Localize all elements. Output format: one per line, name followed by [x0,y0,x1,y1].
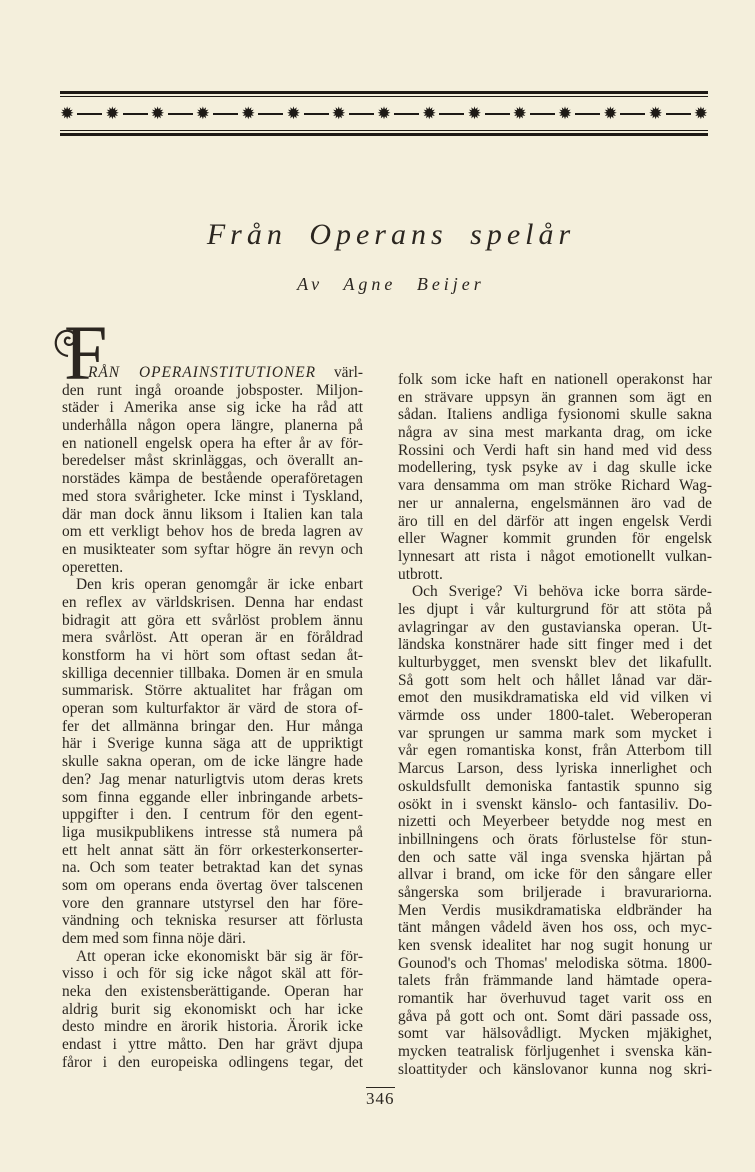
text-line: folk som icke haft en nationell operakonst har [398,371,712,388]
star-icon: ✹ [60,103,75,124]
text-line: äro till en del därför att ingen engelsk Verdi [398,512,712,530]
text-line: sloattityder och känslovanor kunna nog skri- [398,1060,712,1078]
dash-separator [666,113,691,115]
text-line: desto mindre en ärorik historia. Ärorik icke [62,1018,363,1036]
text-line: skilliga decennier tillbaka. Domen är en smula [62,664,363,682]
star-icon: ✹ [376,103,392,124]
text-line: somt var hälsovådligt. Mycken mjäkighet, [398,1025,712,1043]
text-line: en reflex av världskrisen. Denna har endast [62,593,363,611]
star-icon: ✹ [467,103,482,124]
dash-separator [394,113,419,115]
text-line: aldrig burit sig ekonomiskt och har icke [62,1000,363,1018]
dash-separator [575,113,600,115]
text-line: mycken teatralisk förljugenhet i svenska kän- [398,1043,712,1061]
text-line: en nationell engelsk opera ha efter år av för- [62,434,363,452]
dash-separator [77,113,102,115]
text-line: fåror i den europeiska odlingens tegar, det [62,1053,363,1071]
text-line: operetten. [62,558,124,576]
opening-rest: värl- [333,364,363,381]
left-column [62,364,363,1072]
article-title: Från Operans spelår [206,218,576,251]
star-icon: ✹ [512,103,527,124]
dash-separator [530,113,555,115]
text-line: den och satte väl inga svenska hjärtan på [398,848,712,866]
text-line: oskuldsfullt demoniska fantastik spunno sig [398,777,712,795]
dash-separator [258,113,283,115]
star-icon: ✹ [693,103,708,124]
text-line: Den kris operan genomgår är icke enbart [76,576,363,594]
text-line: gåva på gott och ont. Somt däri passade oss, [398,1007,712,1025]
text-line: norstädes kämpa de bestående operaföretagen [62,470,363,488]
text-line: liga musikpublikens intresse stå numera på [62,823,363,841]
text-line: inbillningens och örats förlustelse för stun- [398,830,712,848]
drop-cap-letter: F [64,309,108,396]
text-line: bidragit att göra ett svårlöst problem ännu [62,611,363,629]
text-line: Att operan icke ekonomiskt bär sig är för- [76,947,363,965]
text-line: som finna eggande eller inbringande arbets- [62,788,363,806]
text-line: avlagringar av den gustavianska operan. Ut- [398,618,712,636]
text-line: na. Och som teater betraktad kan det synas [62,859,363,877]
text-line: städer i Amerika anse sig icke ha råd att [62,399,363,417]
text-line: tänt mången vådeld även hos oss, och myc- [398,919,712,937]
text-line: lynnesart att rista i något emotionellt vulkan- [398,547,712,565]
opening-caps: RÅN OPERAINSTITUTIONER [88,364,317,381]
text-line: operan som kulturfaktor är värd de stora of- [62,700,363,718]
text-line: Gounod's och Thomas' melodiska sötma. 1800- [398,954,712,972]
text-line: osökt in i svenskt känslo- och fantasiliv. Do- [398,795,712,813]
text-line: uppgifter i den. I centrum för den egent- [62,806,363,824]
text-line: nizetti och Meyerbeer betydde nog mest en [398,813,712,831]
text-line: talets från främmande land hämtade opera- [398,972,712,990]
text-line: den runt ingå oroande jobsposter. Miljon- [62,381,363,399]
text-line: var sprungen ur samma mark som mycket i [398,724,712,742]
bottom-border-rule-thick [60,133,708,136]
text-line: med stora svårigheter. Icke minst i Tyskland, [62,487,363,505]
ornamental-star-border [60,102,708,126]
text-line: ländska konstnärer hade sitt finger med i det [398,636,712,654]
star-icon: ✹ [648,103,663,124]
text-line: les djupt i vår kulturgrund för att stöta på [398,600,712,618]
star-icon: ✹ [150,103,165,124]
star-icon: ✹ [331,103,346,124]
text-line: Marcus Larson, dess lyriska innerlighet och [398,760,712,778]
right-column [398,371,712,1079]
text-line: Men Verdis musikdramatiska eldbränder ha [398,901,712,919]
text-line: eller Wagner kommit grunden för engelsk [398,530,712,548]
text-line: en musikteater som syftar högre än revyn och [62,540,363,558]
text-line: ett helt annat sätt än förr orkesterkonserter- [62,841,363,859]
text-line: endast i yttre måtto. Den har grävt djupa [62,1036,363,1054]
dash-separator [213,113,238,115]
top-border-rule-thin [60,96,708,97]
text-line: ner ur annalerna, engelsmännen äro vad de [398,494,712,512]
text-line: Och Sverige? Vi behöva icke borra särde- [412,583,712,601]
text-line: vår egen romantiska konst, från Atterbom till [398,742,712,760]
text-line: vore den grannare utstyrsel den har före- [62,894,363,912]
text-line: som om operans enda övertag över talscenen [62,876,363,894]
star-icon: ✹ [557,103,573,124]
star-icon: ✹ [195,103,211,124]
dash-separator [439,113,464,115]
dash-separator [349,113,374,115]
text-line: summarisk. Större aktualitet har frågan om [62,682,363,700]
text-line: romantik har överhuvud taget varit oss en [398,990,712,1008]
text-line: några av sina mest markanta drag, om icke [398,424,712,442]
text-line: mera svårlöst. Att operan är en föråldrad [62,629,363,647]
text-line: där man dock ännu liksom i Italien kan tala [62,505,363,523]
text-line: modellering, tysk psyke av i dag skulle icke [398,459,712,477]
dash-separator [485,113,510,115]
star-icon: ✹ [286,103,301,124]
text-line: ken svensk idealitet har nog sugit honung ur [398,937,712,954]
dash-separator [123,113,148,115]
star-icon: ✹ [422,103,437,124]
text-line: skulle sakna operan, om de icke längre hade [62,753,363,771]
top-border-rule-thick [60,91,708,94]
text-line: Så gott som helt och hållet lånad var där- [398,671,712,689]
star-icon: ✹ [105,103,120,124]
text-line: neka den existensberättigande. Operan har [62,983,363,1001]
text-line: visso i och för sig icke något skäl att för- [62,965,363,983]
dash-separator [304,113,329,115]
text-line: beredelser måst skrinläggas, och överallt an- [62,452,363,470]
dash-separator [168,113,193,115]
text-line: fer det allmänna bringar den. Hur många [62,717,363,735]
text-line [62,364,363,382]
text-line: sångerska som briljerade i bravurariorna. [398,883,712,901]
star-icon: ✹ [603,103,618,124]
text-line: den? Jag menar naturligtvis utom deras krets [62,770,363,788]
text-line: emot den musikdramatiska eld vid vilken vi [398,689,712,707]
text-line: vara densamma om man ströke Richard Wag- [398,477,712,495]
text-line: allvar i brand, om icke för den sångare eller [398,866,712,884]
text-line: en strävare uppsyn än grannen som ägt en [398,388,712,406]
star-icon: ✹ [241,103,256,124]
text-line: dem med som finna nöje däri. [62,930,246,947]
text-line: här i Sverige kunna säga att de uppriktigt [62,735,363,753]
article-author: Av Agne Beijer [297,274,485,294]
text-line: Rossini och Verdi haft sin hand med vid dess [398,441,712,459]
text-line: underhålla någon opera längre, planerna på [62,417,363,435]
text-line: konstform ha vi hört som oftast sedan åt- [62,647,363,664]
text-line: sådan. Italiens andliga fysionomi skulle sakna [398,406,712,424]
bottom-border-rule-thin [60,130,708,131]
dash-separator [620,113,645,115]
text-line: utbrott. [398,565,443,583]
page-number: 346 [366,1089,395,1108]
text-line: kulturbygget, men svenskt blev det likafullt. [398,654,712,671]
text-line: om ett verkligt behov hos de breda lagren av [62,523,363,541]
text-line: värmde oss under 1800-talet. Weberoperan [398,707,712,725]
text-line: vändning och tekniska resurser att förlusta [62,912,363,930]
